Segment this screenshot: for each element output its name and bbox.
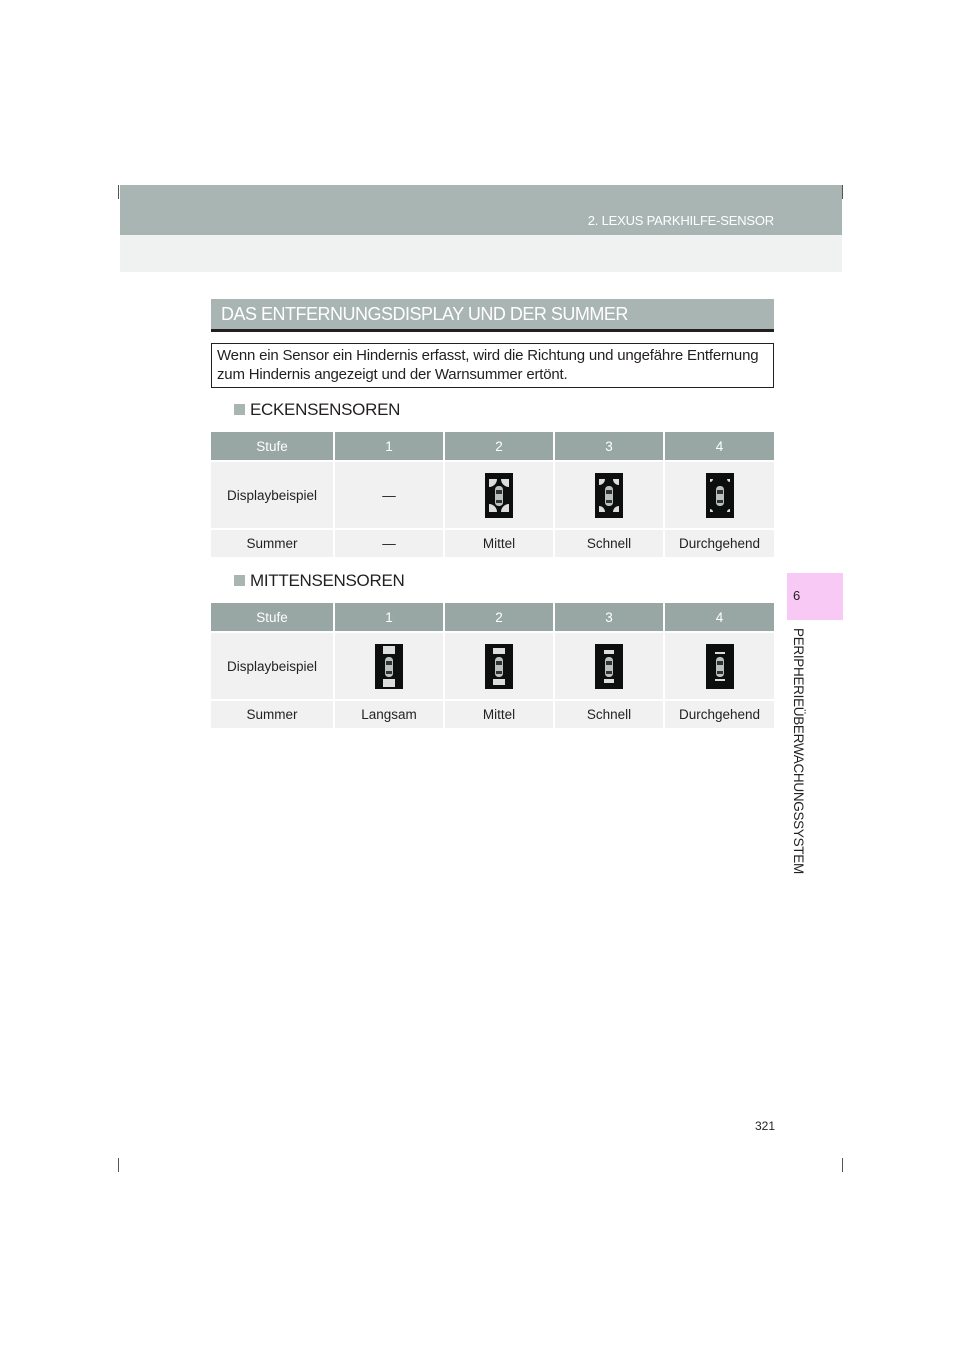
cell <box>554 461 664 529</box>
table-row <box>211 461 774 529</box>
header-cell: 1 <box>334 432 444 461</box>
cell <box>554 632 664 700</box>
header-cell: 3 <box>554 603 664 632</box>
center-level-1-icon <box>375 644 403 689</box>
header-cell: Stufe <box>211 432 334 461</box>
center-heading-text: MITTENSENSOREN <box>250 571 405 590</box>
corner-level-4-icon <box>706 473 734 518</box>
chapter-header <box>120 185 842 235</box>
center-level-3-icon <box>595 644 623 689</box>
square-bullet-icon <box>234 404 245 415</box>
table-header-row <box>211 603 774 632</box>
cell <box>664 461 774 529</box>
header-cell: 3 <box>554 432 664 461</box>
cell: Schnell <box>554 700 664 729</box>
table-row <box>211 529 774 558</box>
header-cell: Stufe <box>211 603 334 632</box>
intro-box: Wenn ein Sensor ein Hindernis erfasst, wird die Richtung und ungefähre Entfernung zum Hindernis angezeigt und der Warnsummer ertönt. <box>211 343 774 388</box>
row-label: Summer <box>211 700 334 729</box>
cell: Durchgehend <box>664 700 774 729</box>
chapter-side-label: PERIPHERIEÜBERWACHUNGSSYSTEM <box>791 628 806 874</box>
cell <box>444 461 554 529</box>
center-level-2-icon <box>485 644 513 689</box>
page-number: 321 <box>755 1119 776 1133</box>
corner-heading <box>234 400 400 420</box>
row-label: Summer <box>211 529 334 558</box>
square-bullet-icon <box>234 575 245 586</box>
chapter-title: 2. LEXUS PARKHILFE-SENSOR <box>587 213 774 228</box>
center-level-4-icon <box>706 644 734 689</box>
header-cell: 1 <box>334 603 444 632</box>
center-sensor-table <box>211 603 774 730</box>
corner-level-2-icon <box>485 473 513 518</box>
chapter-tab[interactable]: 6 <box>787 573 843 620</box>
table-row <box>211 632 774 700</box>
row-label: Displaybeispiel <box>211 461 334 529</box>
corner-sensor-table <box>211 432 774 559</box>
center-heading <box>234 571 404 591</box>
cell: — <box>334 461 444 529</box>
section-title: DAS ENTFERNUNGSDISPLAY UND DER SUMMER <box>211 299 774 332</box>
crop-mark <box>842 1158 843 1172</box>
cell <box>334 632 444 700</box>
cell: Langsam <box>334 700 444 729</box>
header-cell: 4 <box>664 603 774 632</box>
header-cell: 2 <box>444 432 554 461</box>
header-cell: 2 <box>444 603 554 632</box>
cell: Durchgehend <box>664 529 774 558</box>
header-subband <box>120 235 842 272</box>
cell <box>664 632 774 700</box>
crop-mark <box>118 1158 119 1172</box>
table-row <box>211 700 774 729</box>
crop-mark <box>118 185 119 199</box>
crop-mark <box>842 185 843 199</box>
cell <box>444 632 554 700</box>
cell: Mittel <box>444 529 554 558</box>
cell: — <box>334 529 444 558</box>
corner-level-3-icon <box>595 473 623 518</box>
table-header-row <box>211 432 774 461</box>
corner-heading-text: ECKENSENSOREN <box>250 400 401 419</box>
cell: Schnell <box>554 529 664 558</box>
header-cell: 4 <box>664 432 774 461</box>
cell: Mittel <box>444 700 554 729</box>
row-label: Displaybeispiel <box>211 632 334 700</box>
